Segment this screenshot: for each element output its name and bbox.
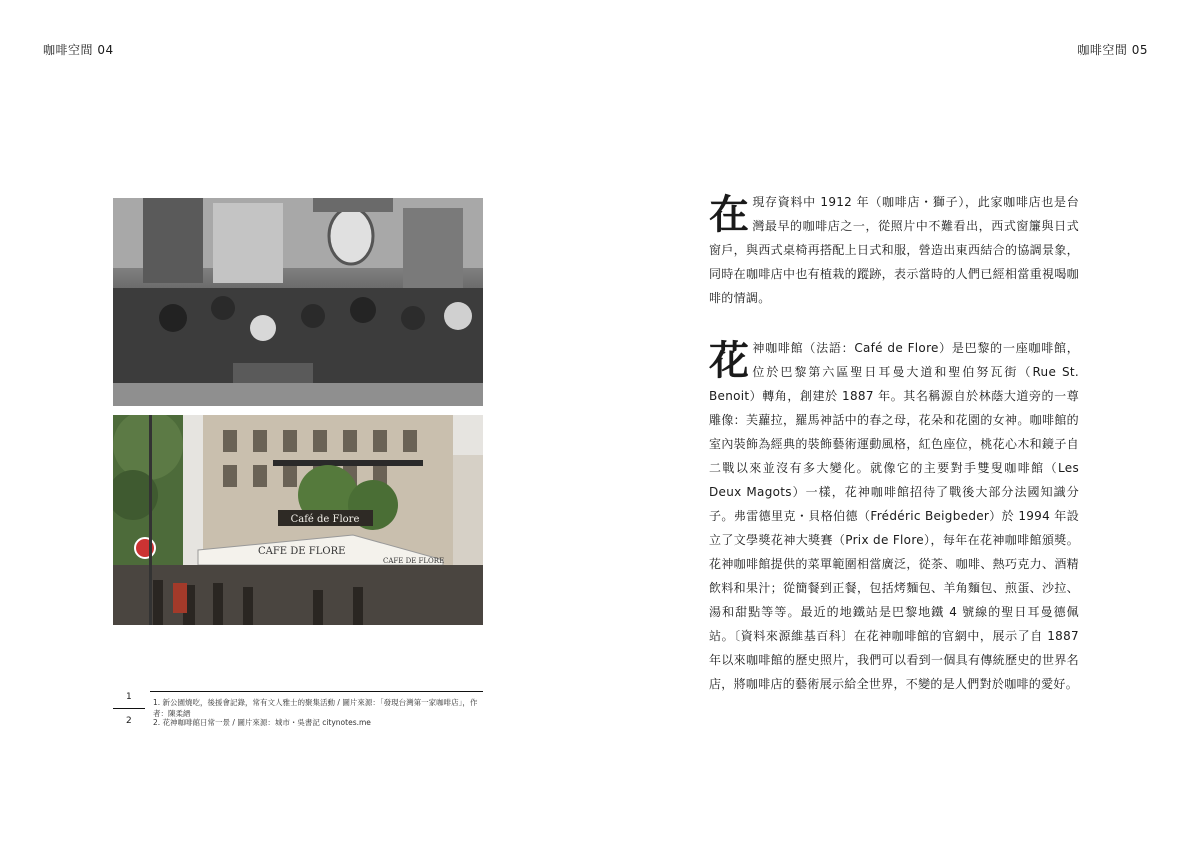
drop-cap-2: 花: [709, 337, 750, 384]
running-head-left: 咖啡空間 04: [43, 43, 114, 57]
cafe-de-flore-illustration: [113, 415, 483, 625]
paragraph-1-text: 現存資料中 1912 年（咖啡店・獅子），此家咖啡店也是台灣最早的咖啡店之一，從照片中不難看出，西式窗簾與日式窗戶，與西式桌椅再搭配上日式和服，營造出東西結合的協調景象，同時在咖啡店中也有植栽的蹤跡，表示當時的人們已經相當重視喝咖啡的情調。: [709, 195, 1079, 305]
historic-cafe-illustration: [113, 198, 483, 406]
article-paragraph-2: [709, 336, 1079, 696]
footnote-text-1: 1. 新公園燒吃，後援會記錄，常有文人雅士的聚集活動 / 圖片來源：「發現台灣第一家咖啡店」，作者：陳柔縉: [153, 698, 478, 718]
article-paragraph-1: [709, 190, 1079, 310]
cafe-awning-sign: CAFE DE FLORE: [258, 546, 346, 557]
footnote-number-2: 2: [126, 716, 132, 726]
footnote-text-2: 2. 花神咖啡館日常一景 / 圖片來源：城市・吳書記 citynotes.me: [153, 718, 371, 727]
drop-cap-1: 在: [709, 191, 750, 238]
historic-cafe-photo: [113, 198, 483, 406]
paragraph-2-text: 神咖啡館（法語：Café de Flore）是巴黎的一座咖啡館，位於巴黎第六區聖日耳曼大道和聖伯努瓦街（Rue St. Benoit）轉角，創建於 1887 年。其名稱源自於林蔭大道旁的一尊雕像：芙蘿拉，羅馬神話中的春之母，花朵和花園的女神。咖啡館的室內裝飾為經典的裝飾藝術運動風格，紅色座位，桃花心木和鏡子自二戰以來並沒有多大變化。就像它的主要對手雙叟咖啡館（Les Deux Magots）一樣，花神咖啡館招待了戰後大部分法國知識分子。弗雷德里克・貝格伯德（Frédéric Beigbeder）於 1994 年設立了文學獎花神大獎賽（Prix de Flore），每年在花神咖啡館頒獎。花神咖啡館提供的菜單範圍相當廣泛，從茶、咖啡、熱巧克力、酒精飲料和果汁；從簡餐到正餐，包括烤麵包、羊角麵包、煎蛋、沙拉、湯和甜點等等。最近的地鐵站是巴黎地鐵 4 號線的聖日耳曼德佩站。〔資料來源維基百科〕在花神咖啡館的官網中，展示了自 1887 年以來咖啡館的歷史照片，我們可以看到一個具有傳統歷史的世界名店，將咖啡店的藝術展示給全世界，不變的是人們對於咖啡的愛好。: [709, 341, 1079, 691]
running-head-right: 咖啡空間 05: [1077, 43, 1148, 57]
cafe-de-flore-photo: [113, 415, 483, 625]
cafe-sign-upper: Café de Flore: [290, 514, 360, 525]
footnote-number-1: 1: [126, 692, 132, 702]
footnote-rule: [150, 691, 483, 692]
cafe-awning-sign-side: CAFE DE FLORE: [383, 557, 445, 565]
footnote-number-rule: [113, 708, 145, 709]
